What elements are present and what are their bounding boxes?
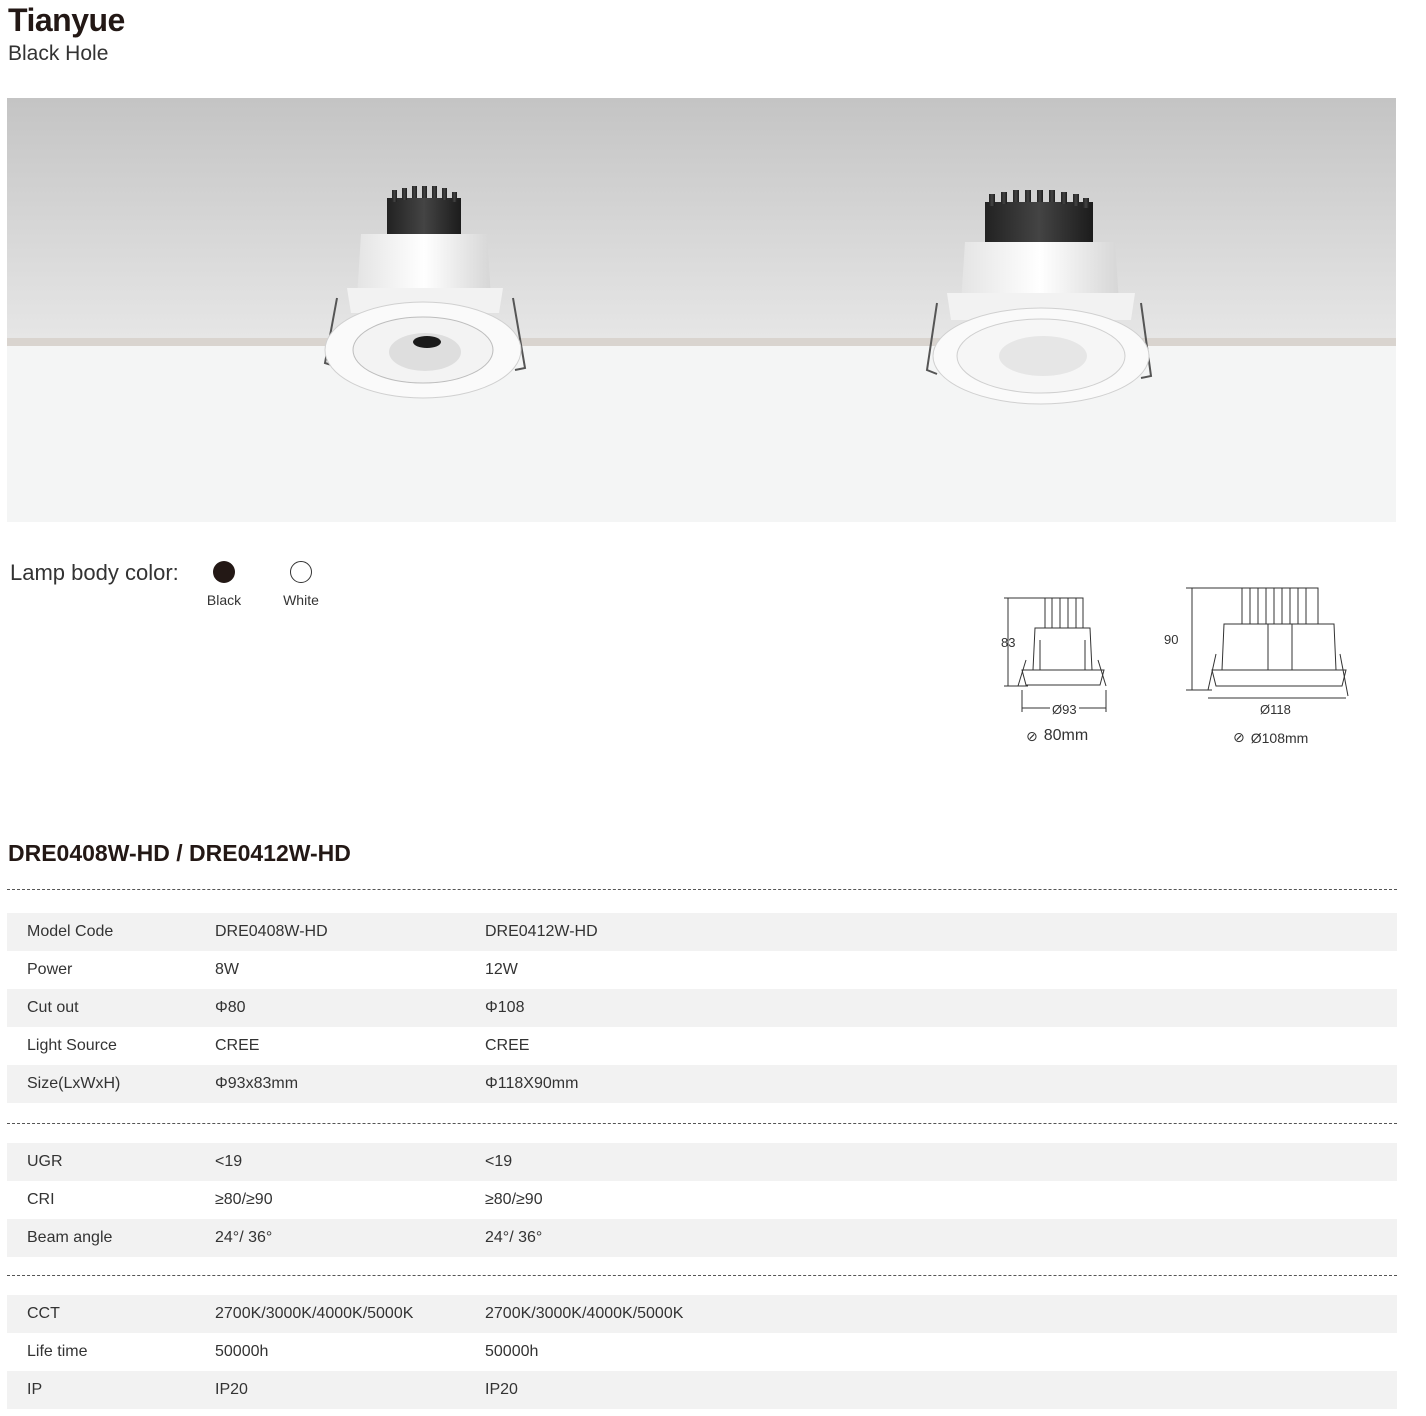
spec-value-8w: CREE xyxy=(215,1037,260,1054)
spec-value-12w: DRE0412W-HD xyxy=(485,923,598,940)
spec-row xyxy=(7,1027,1397,1065)
spec-value-12w: 12W xyxy=(485,961,518,978)
diameter-dimension-small: Ø93 xyxy=(1052,702,1077,717)
spec-value-8w: Φ93x83mm xyxy=(215,1075,299,1092)
brand-title: Tianyue xyxy=(8,2,125,38)
spec-label: Beam angle xyxy=(27,1229,113,1246)
spec-group-3 xyxy=(7,1295,1397,1409)
spec-value-8w: 2700K/3000K/4000K/5000K xyxy=(215,1305,414,1322)
dimension-drawing-large xyxy=(1180,582,1355,712)
spec-label: Power xyxy=(27,961,73,978)
spec-value-8w: 50000h xyxy=(215,1343,269,1360)
white-color-swatch[interactable] xyxy=(290,561,312,583)
spec-value-12w: ≥80/≥90 xyxy=(485,1191,543,1208)
spec-value-12w: 2700K/3000K/4000K/5000K xyxy=(485,1305,684,1322)
spec-label: CCT xyxy=(27,1305,60,1322)
height-dimension-small: 83 xyxy=(1001,635,1016,650)
spec-label: Life time xyxy=(27,1343,88,1360)
spec-label: CRI xyxy=(27,1191,55,1208)
spec-row xyxy=(7,1219,1397,1257)
spec-value-8w: 24°/ 36° xyxy=(215,1229,273,1246)
spec-value-8w: ≥80/≥90 xyxy=(215,1191,273,1208)
spec-label: Cut out xyxy=(27,999,79,1016)
lamp-body-color-label: Lamp body color: xyxy=(10,560,179,585)
height-dimension-large: 90 xyxy=(1164,632,1179,647)
spec-label: Light Source xyxy=(27,1037,117,1054)
spec-row xyxy=(7,1295,1397,1333)
black-color-swatch[interactable] xyxy=(213,561,235,583)
spec-value-8w: 8W xyxy=(215,961,239,978)
spec-row xyxy=(7,989,1397,1027)
dashed-divider xyxy=(7,1275,1397,1276)
spec-row xyxy=(7,1181,1397,1219)
model-title: DRE0408W-HD / DRE0412W-HD xyxy=(8,840,351,866)
spec-label: IP xyxy=(27,1381,43,1398)
spec-row xyxy=(7,913,1397,951)
spec-value-12w: 50000h xyxy=(485,1343,539,1360)
spec-value-8w: DRE0408W-HD xyxy=(215,923,328,940)
cutout-large-value: Ø108mm xyxy=(1250,729,1309,746)
spec-value-8w: Φ80 xyxy=(215,999,246,1016)
spec-value-12w: 24°/ 36° xyxy=(485,1229,543,1246)
spec-value-8w: <19 xyxy=(215,1153,243,1170)
dashed-divider xyxy=(7,1123,1397,1124)
spec-group-2 xyxy=(7,1143,1397,1257)
black-color-label: Black xyxy=(206,592,242,608)
spec-label: UGR xyxy=(27,1153,63,1170)
cutout-small xyxy=(1026,727,1088,745)
series-subtitle: Black Hole xyxy=(8,42,109,65)
spec-value-12w: <19 xyxy=(485,1153,513,1170)
white-color-label: White xyxy=(283,592,319,608)
spec-label: Size(LxWxH) xyxy=(27,1075,121,1092)
spec-row xyxy=(7,951,1397,989)
spec-row xyxy=(7,1143,1397,1181)
product-hero-image xyxy=(7,98,1396,522)
cutout-small-value: 80mm xyxy=(1043,727,1089,744)
spec-value-12w: CREE xyxy=(485,1037,530,1054)
spec-row xyxy=(7,1333,1397,1371)
spec-value-12w: IP20 xyxy=(485,1381,518,1398)
spec-value-12w: Φ108 xyxy=(485,999,525,1016)
spec-group-1 xyxy=(7,913,1397,1103)
spec-row xyxy=(7,1065,1397,1103)
diameter-dimension-large: Ø118 xyxy=(1260,702,1291,717)
cutout-icon: ⊘ xyxy=(1026,727,1038,744)
spec-value-8w: IP20 xyxy=(215,1381,248,1398)
dashed-divider xyxy=(7,889,1397,890)
spec-row xyxy=(7,1371,1397,1409)
dimension-drawing-small xyxy=(1000,590,1120,720)
cutout-icon: ⊘ xyxy=(1233,729,1245,745)
spec-label: Model Code xyxy=(27,923,114,940)
cutout-large xyxy=(1233,729,1308,746)
spec-value-12w: Φ118X90mm xyxy=(485,1075,579,1092)
